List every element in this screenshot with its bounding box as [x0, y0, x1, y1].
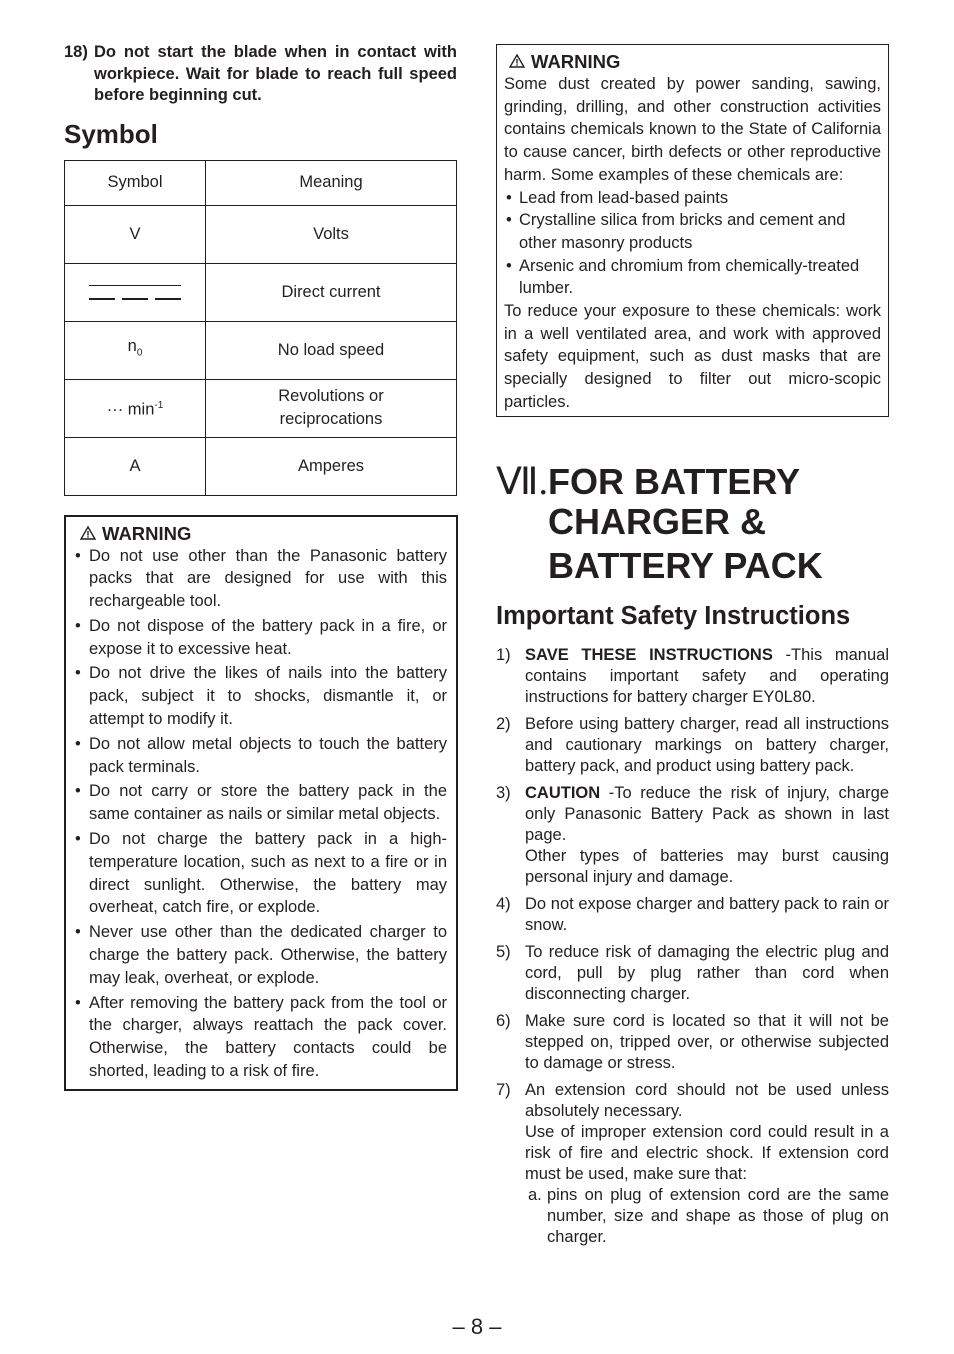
symbol-table: [64, 160, 457, 496]
list-item: • Do not drive the likes of nails into the battery pack, subject it to shocks, dismantle it, or attempt to modify it.: [75, 664, 447, 729]
table-row: [65, 263, 457, 321]
meaning-cell: Amperes: [206, 437, 457, 495]
section-heading: [496, 461, 889, 589]
meaning-cell: Volts: [206, 205, 457, 263]
item-18: [64, 42, 457, 107]
table-row: [65, 437, 457, 495]
list-item: • Arsenic and chromium from chemically-treated lumber.: [506, 256, 860, 298]
list-item: • Do not use other than the Panasonic battery packs that are designed for use with this rechargeable tool.: [75, 546, 447, 611]
meaning-line-2: reciprocations: [279, 410, 383, 428]
battery-warning-box: [64, 515, 458, 1091]
section-roman-numeral: Ⅶ.: [496, 460, 549, 503]
symbol-cell: V: [65, 205, 206, 263]
symbol-cell: [65, 379, 206, 437]
list-item: 7) An extension cord should not be used unless absolutely necessary. Use of improper extension cord could result in a risk of fire and electric shock. If extension cord must be used, make sure that: a. pins on plug of extension cord are the same number, size and shape as those of plug on charger.: [496, 1080, 889, 1246]
symbol-cell: [65, 263, 206, 321]
sub-item-a: a. pins on plug of extension cord are the same number, size and shape as those of plug on charger.: [528, 1185, 889, 1246]
list-item: • Do not carry or store the battery pack in the same container as nails or similar metal objects.: [75, 782, 447, 824]
warning-triangle-icon: [509, 50, 525, 73]
page-number: – 8 –: [452, 1314, 502, 1339]
list-item: • Crystalline silica from bricks and cement and other masonry products: [506, 211, 846, 252]
list-item: 4) Do not expose charger and battery pack to rain or snow.: [496, 894, 889, 934]
table-row: [65, 205, 457, 263]
symbol-cell: [65, 321, 206, 379]
warning-title-text: WARNING: [102, 522, 192, 544]
right-column: [496, 44, 889, 1254]
warning-title: [504, 50, 881, 73]
list-item: • Do not charge the battery pack in a high-temperature location, such as next to a fire or in direct sunlight. Otherwise, the battery may overheat, catch fire, or explode.: [75, 830, 447, 917]
table-header-row: [65, 160, 457, 205]
table-row: [65, 379, 457, 437]
meaning-line-1: Revolutions or: [278, 387, 384, 405]
list-item: • Never use other than the dedicated charger to charge the battery pack. Otherwise, the battery may leak, overheat, or explode.: [75, 923, 447, 987]
symbol-min: ··· min: [106, 400, 155, 419]
list-item: • Do not dispose of the battery pack in a fire, or expose it to excessive heat.: [75, 616, 447, 658]
section-title-line-2: CHARGER &: [548, 500, 767, 542]
item-18-text: Do not start the blade when in contact with workpiece. Wait for blade to reach full speed before beginning cut.: [94, 43, 457, 104]
list-item: • Do not allow metal objects to touch the battery pack terminals.: [75, 734, 447, 776]
table-row: [65, 321, 457, 379]
warning-list: [75, 545, 447, 1083]
meaning-cell: No load speed: [206, 321, 457, 379]
list-item: 5) To reduce risk of damaging the electric plug and cord, pull by plug rather than cord when disconnecting charger.: [496, 942, 889, 1003]
list-item: 1) SAVE THESE INSTRUCTIONS -This manual contains important safety and operating instructions for battery charger EY0L80.: [496, 645, 889, 706]
list-item: 3) CAUTION -To reduce the risk of injury, charge only Panasonic Battery Pack as shown in last page. Other types of batteries may burst causing personal injury and damage.: [496, 783, 889, 886]
symbol-min-superscript: -1: [154, 400, 164, 412]
symbol-n-subscript: 0: [136, 347, 143, 359]
dust-warning-box: [496, 44, 889, 417]
header-meaning: Meaning: [206, 160, 457, 205]
instruction-list: [496, 645, 889, 1248]
symbol-n: n: [127, 337, 137, 356]
important-safety-heading: Important Safety Instructions: [496, 601, 851, 630]
warning-title: [75, 522, 447, 545]
list-item: • Lead from lead-based paints: [506, 188, 729, 207]
symbol-cell: A: [65, 437, 206, 495]
warning-intro: Some dust created by power sanding, sawing, grinding, drilling, and other construction activities contains chemicals known to the State of California to cause cancer, birth defects or other reproductive harm. Some examples of these chemicals are:: [504, 75, 881, 184]
item-18-number: 18): [64, 43, 88, 61]
warning-title-text: WARNING: [531, 51, 621, 72]
direct-current-symbol-icon: [89, 285, 181, 300]
warning-triangle-icon: [80, 522, 96, 545]
chemical-list: [504, 187, 881, 301]
warning-outro: To reduce your exposure to these chemicals: work in a well ventilated area, and work with approved safety equipment, such as dust masks that are specially designed to filter out micro-scopic particles.: [504, 302, 881, 411]
symbol-heading: Symbol: [64, 118, 158, 149]
left-column: [64, 42, 457, 1091]
section-title-line-1: FOR BATTERY: [548, 460, 801, 502]
meaning-cell: [206, 379, 457, 437]
list-item: 6) Make sure cord is located so that it will not be stepped on, tripped over, or otherwise subjected to damage or stress.: [496, 1011, 889, 1072]
section-title-line-3: BATTERY PACK: [548, 544, 823, 586]
list-item: • After removing the battery pack from the tool or the charger, always reattach the pack cover. Otherwise, the battery contacts could be shorted, leading to a risk of fire.: [75, 993, 447, 1081]
header-symbol: Symbol: [65, 160, 206, 205]
list-item: 2) Before using battery charger, read all instructions and cautionary markings on battery charger, battery pack, and product using battery pack.: [496, 714, 889, 775]
meaning-cell: Direct current: [206, 263, 457, 321]
